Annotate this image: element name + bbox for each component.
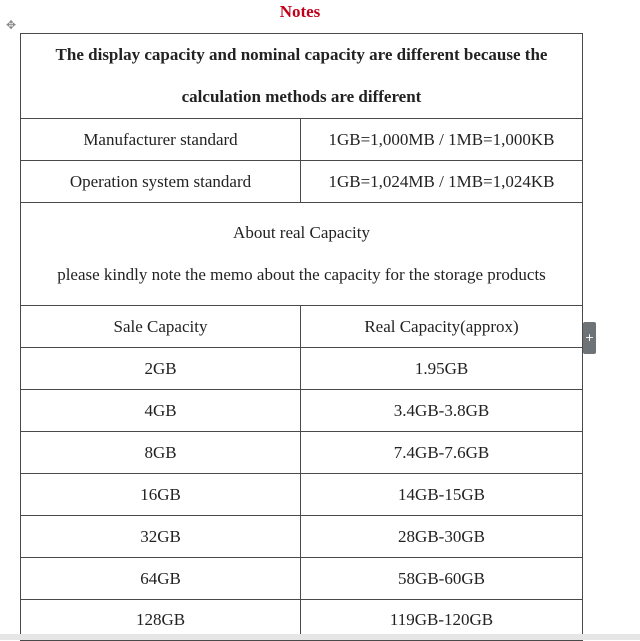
- table-row: [21, 558, 583, 600]
- standard-value: 1GB=1,024MB / 1MB=1,024KB: [301, 161, 583, 203]
- sale-capacity-cell: 32GB: [21, 516, 301, 558]
- sale-capacity-cell: 128GB: [21, 600, 301, 641]
- heading-cell: [21, 34, 583, 119]
- bottom-rule: [0, 634, 640, 640]
- real-capacity-cell: 3.4GB-3.8GB: [301, 390, 583, 432]
- sale-capacity-cell: 8GB: [21, 432, 301, 474]
- heading-line-1: The display capacity and nominal capacity are different because the: [55, 45, 548, 64]
- capacity-header-row: [21, 306, 583, 348]
- about-title: About real Capacity: [233, 223, 370, 242]
- sale-capacity-cell: 64GB: [21, 558, 301, 600]
- capacity-table: [20, 33, 583, 641]
- real-capacity-cell: 14GB-15GB: [301, 474, 583, 516]
- table-row: [21, 474, 583, 516]
- sale-capacity-cell: 4GB: [21, 390, 301, 432]
- page-title: Notes: [279, 2, 321, 21]
- table-row: [21, 390, 583, 432]
- sale-capacity-cell: 2GB: [21, 348, 301, 390]
- table-row: [21, 516, 583, 558]
- sale-capacity-cell: 16GB: [21, 474, 301, 516]
- standard-row: [21, 161, 583, 203]
- real-capacity-cell: 1.95GB: [301, 348, 583, 390]
- about-cell: [21, 203, 583, 306]
- real-capacity-header: Real Capacity(approx): [301, 306, 583, 348]
- real-capacity-cell: 119GB-120GB: [301, 600, 583, 641]
- standard-label: Operation system standard: [21, 161, 301, 203]
- real-capacity-cell: 28GB-30GB: [301, 516, 583, 558]
- heading-line-2: calculation methods are different: [181, 87, 422, 106]
- real-capacity-cell: 7.4GB-7.6GB: [301, 432, 583, 474]
- standard-label: Manufacturer standard: [21, 119, 301, 161]
- move-icon[interactable]: ✥: [5, 18, 17, 32]
- standard-row: [21, 119, 583, 161]
- table-row: [21, 348, 583, 390]
- about-note: please kindly note the memo about the capacity for the storage products: [57, 265, 546, 284]
- real-capacity-cell: 58GB-60GB: [301, 558, 583, 600]
- plus-icon[interactable]: +: [583, 322, 596, 354]
- sale-capacity-header: Sale Capacity: [21, 306, 301, 348]
- table-row: [21, 432, 583, 474]
- standard-value: 1GB=1,000MB / 1MB=1,000KB: [301, 119, 583, 161]
